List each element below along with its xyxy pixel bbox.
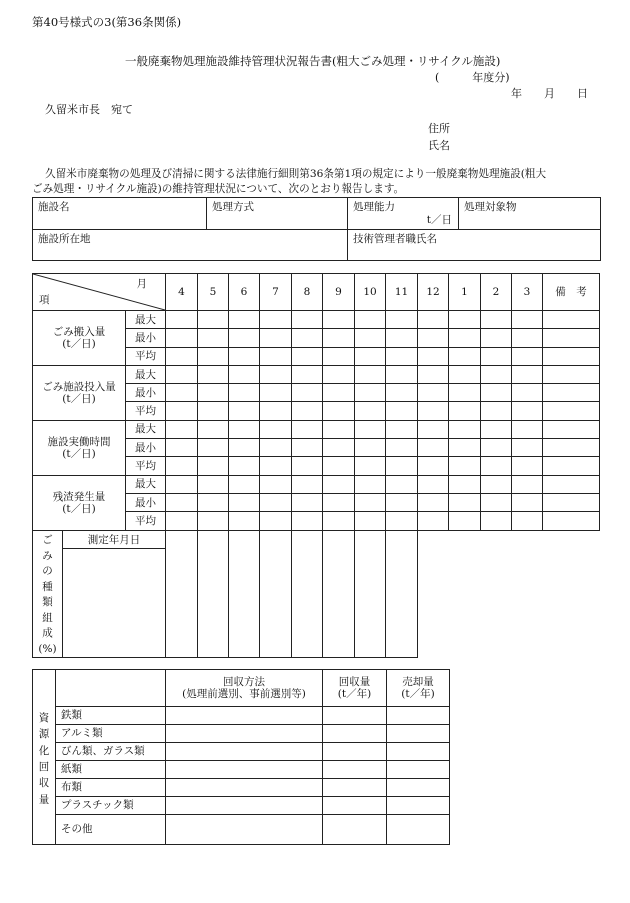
data-cell bbox=[292, 493, 323, 511]
data-cell bbox=[386, 329, 418, 347]
process-method-cell bbox=[207, 198, 348, 230]
recovery-item: プラスチック類 bbox=[56, 797, 166, 815]
data-cell bbox=[292, 439, 323, 457]
data-cell bbox=[449, 347, 481, 365]
data-cell bbox=[166, 420, 198, 438]
data-cell bbox=[198, 329, 229, 347]
data-cell bbox=[292, 347, 323, 365]
data-cell bbox=[543, 347, 600, 365]
data-cell bbox=[512, 365, 543, 383]
data-cell bbox=[198, 475, 229, 493]
data-cell bbox=[260, 384, 292, 402]
data-cell bbox=[166, 311, 198, 329]
data-cell bbox=[355, 347, 386, 365]
data-cell bbox=[323, 329, 355, 347]
data-cell bbox=[260, 457, 292, 475]
data-cell bbox=[418, 457, 449, 475]
data-cell bbox=[355, 311, 386, 329]
form-number: 第40号様式の3(第36条関係) bbox=[32, 15, 182, 29]
month-header: 6 bbox=[229, 274, 260, 311]
data-cell bbox=[512, 439, 543, 457]
data-cell bbox=[292, 512, 323, 530]
data-cell bbox=[355, 512, 386, 530]
month-header: 5 bbox=[198, 274, 229, 311]
data-cell bbox=[386, 475, 418, 493]
data-cell bbox=[543, 512, 600, 530]
row-label-text: 残渣発生量 bbox=[52, 490, 106, 503]
row-label bbox=[33, 475, 126, 530]
data-cell bbox=[543, 420, 600, 438]
data-cell bbox=[260, 365, 292, 383]
method-header-line1: 回収方法 bbox=[223, 675, 265, 688]
data-cell bbox=[198, 347, 229, 365]
method-header bbox=[166, 670, 323, 707]
data-cell bbox=[260, 347, 292, 365]
composition-char: 組 bbox=[42, 611, 53, 624]
recovered-header-line2: (t／年) bbox=[337, 688, 372, 700]
data-cell bbox=[449, 512, 481, 530]
data-cell bbox=[198, 439, 229, 457]
facility-name-label: 施設名 bbox=[38, 201, 70, 213]
stat-label: 最小 bbox=[126, 329, 166, 347]
recovery-char: 化 bbox=[38, 744, 50, 757]
recovery-table bbox=[32, 669, 450, 845]
data-cell bbox=[543, 493, 600, 511]
data-cell bbox=[512, 457, 543, 475]
data-cell bbox=[292, 384, 323, 402]
location-label: 施設所在地 bbox=[38, 233, 91, 245]
recovered-header bbox=[323, 670, 387, 707]
data-cell bbox=[292, 311, 323, 329]
sold-header bbox=[387, 670, 450, 707]
capacity-label: 処理能力 bbox=[353, 201, 395, 213]
row-label-unit: (t／日) bbox=[62, 447, 96, 460]
data-cell bbox=[323, 347, 355, 365]
recovery-char: 収 bbox=[38, 777, 50, 790]
recovered-header-line1: 回収量 bbox=[338, 675, 371, 688]
data-cell bbox=[229, 457, 260, 475]
data-cell bbox=[449, 439, 481, 457]
data-cell bbox=[323, 439, 355, 457]
composition-label bbox=[33, 531, 63, 658]
data-cell bbox=[355, 457, 386, 475]
data-cell bbox=[166, 493, 198, 511]
data-cell bbox=[543, 311, 600, 329]
month-header: 11 bbox=[386, 274, 418, 311]
data-cell bbox=[418, 493, 449, 511]
data-cell bbox=[260, 439, 292, 457]
data-cell bbox=[260, 311, 292, 329]
data-cell bbox=[543, 365, 600, 383]
composition-char: ご bbox=[42, 534, 53, 546]
data-cell bbox=[481, 493, 512, 511]
composition-char: 種 bbox=[42, 580, 53, 593]
data-cell bbox=[166, 347, 198, 365]
data-cell bbox=[449, 475, 481, 493]
month-header: 1 bbox=[449, 274, 481, 311]
data-cell bbox=[229, 311, 260, 329]
data-cell bbox=[229, 493, 260, 511]
stat-label: 平均 bbox=[126, 402, 166, 420]
fiscal-year: ( 年度分) bbox=[435, 71, 510, 84]
data-cell bbox=[355, 475, 386, 493]
stat-label: 平均 bbox=[126, 512, 166, 530]
stat-label: 最小 bbox=[126, 439, 166, 457]
data-cell bbox=[166, 457, 198, 475]
data-cell bbox=[512, 329, 543, 347]
composition-table bbox=[32, 530, 418, 658]
data-cell bbox=[386, 493, 418, 511]
sold-header-line1: 売却量 bbox=[402, 675, 434, 688]
composition-char: み bbox=[42, 549, 53, 562]
data-cell bbox=[449, 493, 481, 511]
month-header: 12 bbox=[418, 274, 449, 311]
corner-item: 項 bbox=[39, 293, 50, 306]
data-cell bbox=[229, 347, 260, 365]
facility-name-cell bbox=[33, 198, 207, 230]
data-cell bbox=[418, 439, 449, 457]
stat-label: 最小 bbox=[126, 384, 166, 402]
stat-label: 平均 bbox=[126, 457, 166, 475]
recovery-char: 回 bbox=[38, 761, 50, 773]
data-cell bbox=[323, 457, 355, 475]
data-cell bbox=[481, 402, 512, 420]
recovery-item: その他 bbox=[56, 815, 166, 845]
row-label-unit: (t／日) bbox=[62, 337, 96, 350]
data-cell bbox=[323, 512, 355, 530]
addressee: 久留米市長 宛て bbox=[45, 103, 133, 116]
method-header-line2: (処理前選別、事前選別等) bbox=[182, 688, 306, 700]
sold-header-line2: (t／年) bbox=[401, 688, 435, 700]
data-cell bbox=[355, 402, 386, 420]
corner-header bbox=[33, 274, 166, 311]
stat-label: 最大 bbox=[126, 420, 166, 438]
data-cell bbox=[481, 329, 512, 347]
data-cell bbox=[449, 420, 481, 438]
data-cell bbox=[355, 439, 386, 457]
stat-label: 最小 bbox=[126, 493, 166, 511]
composition-char: 類 bbox=[42, 596, 53, 609]
row-label-unit: (t／日) bbox=[62, 392, 96, 405]
measure-date-header: 測定年月日 bbox=[63, 531, 166, 549]
row-label bbox=[33, 420, 126, 475]
row-label-text: ごみ施設投入量 bbox=[42, 380, 116, 393]
data-cell bbox=[386, 311, 418, 329]
body-text-line1: 久留米市廃棄物の処理及び清掃に関する法律施行細則第36条第1項の規定により一般廃棄物処理施設(粗大 bbox=[45, 168, 547, 180]
data-cell bbox=[386, 420, 418, 438]
manager-cell bbox=[348, 230, 601, 261]
data-cell bbox=[198, 402, 229, 420]
data-cell bbox=[355, 493, 386, 511]
data-cell bbox=[260, 329, 292, 347]
month-header: 3 bbox=[512, 274, 543, 311]
location-cell bbox=[33, 230, 348, 261]
data-cell bbox=[481, 420, 512, 438]
data-cell bbox=[292, 420, 323, 438]
stat-label: 最大 bbox=[126, 365, 166, 383]
row-label-text: ごみ搬入量 bbox=[52, 325, 106, 338]
data-cell bbox=[229, 512, 260, 530]
data-cell bbox=[323, 311, 355, 329]
data-cell bbox=[386, 402, 418, 420]
data-cell bbox=[512, 402, 543, 420]
name-label: 氏名 bbox=[428, 139, 450, 152]
data-cell bbox=[292, 402, 323, 420]
data-cell bbox=[323, 420, 355, 438]
target-cell bbox=[459, 198, 601, 230]
measure-date-cell bbox=[63, 549, 166, 658]
data-cell bbox=[418, 402, 449, 420]
data-cell bbox=[355, 365, 386, 383]
data-cell bbox=[481, 347, 512, 365]
data-cell bbox=[198, 512, 229, 530]
data-cell bbox=[418, 329, 449, 347]
month-header: 2 bbox=[481, 274, 512, 311]
data-cell bbox=[418, 512, 449, 530]
data-cell bbox=[229, 439, 260, 457]
data-cell bbox=[323, 493, 355, 511]
data-cell bbox=[512, 420, 543, 438]
process-method-label: 処理方式 bbox=[212, 201, 254, 213]
data-cell bbox=[449, 311, 481, 329]
manager-label: 技術管理者職氏名 bbox=[353, 233, 437, 245]
data-cell bbox=[166, 329, 198, 347]
composition-char: の bbox=[42, 565, 53, 578]
stat-label: 最大 bbox=[126, 311, 166, 329]
data-cell bbox=[166, 439, 198, 457]
capacity-unit: t／日 bbox=[426, 213, 452, 226]
row-label-unit: (t／日) bbox=[62, 502, 96, 515]
recovery-item: 布類 bbox=[56, 779, 166, 797]
data-cell bbox=[198, 457, 229, 475]
row-label-text: 施設実働時間 bbox=[47, 435, 111, 448]
data-cell bbox=[543, 329, 600, 347]
data-cell bbox=[323, 365, 355, 383]
data-cell bbox=[355, 329, 386, 347]
recovery-item: アルミ類 bbox=[56, 725, 166, 743]
data-cell bbox=[481, 439, 512, 457]
data-cell bbox=[481, 384, 512, 402]
data-cell bbox=[355, 384, 386, 402]
data-cell bbox=[386, 439, 418, 457]
data-cell bbox=[418, 420, 449, 438]
data-cell bbox=[543, 475, 600, 493]
data-cell bbox=[418, 311, 449, 329]
data-cell bbox=[543, 402, 600, 420]
row-label bbox=[33, 311, 126, 366]
data-cell bbox=[260, 420, 292, 438]
address-label: 住所 bbox=[428, 122, 450, 135]
data-cell bbox=[292, 475, 323, 493]
month-header: 10 bbox=[355, 274, 386, 311]
data-cell bbox=[229, 329, 260, 347]
data-cell bbox=[543, 384, 600, 402]
data-cell bbox=[260, 512, 292, 530]
data-cell bbox=[418, 384, 449, 402]
data-cell bbox=[481, 512, 512, 530]
recovery-item: 鉄類 bbox=[56, 707, 166, 725]
data-cell bbox=[418, 475, 449, 493]
data-cell bbox=[292, 365, 323, 383]
target-label: 処理対象物 bbox=[464, 201, 517, 213]
data-cell bbox=[166, 384, 198, 402]
data-cell bbox=[166, 365, 198, 383]
data-cell bbox=[386, 512, 418, 530]
data-cell bbox=[166, 402, 198, 420]
composition-char: 成 bbox=[42, 627, 53, 640]
data-cell bbox=[323, 384, 355, 402]
data-cell bbox=[512, 493, 543, 511]
data-cell bbox=[386, 457, 418, 475]
data-cell bbox=[229, 402, 260, 420]
data-cell bbox=[386, 347, 418, 365]
data-cell bbox=[418, 347, 449, 365]
month-header: 9 bbox=[323, 274, 355, 311]
month-header: 4 bbox=[166, 274, 198, 311]
corner-month: 月 bbox=[136, 278, 147, 290]
data-cell bbox=[481, 457, 512, 475]
data-cell bbox=[449, 402, 481, 420]
data-cell bbox=[543, 439, 600, 457]
data-cell bbox=[198, 365, 229, 383]
body-text-line2: ごみ処理・リサイクル施設)の維持管理状況について、次のとおり報告します。 bbox=[32, 183, 405, 195]
monthly-table bbox=[32, 273, 600, 531]
data-cell bbox=[449, 384, 481, 402]
data-cell bbox=[512, 384, 543, 402]
data-cell bbox=[323, 475, 355, 493]
data-cell bbox=[355, 420, 386, 438]
recovery-item: 紙類 bbox=[56, 761, 166, 779]
data-cell bbox=[292, 329, 323, 347]
data-cell bbox=[229, 384, 260, 402]
data-cell bbox=[198, 311, 229, 329]
data-cell bbox=[166, 512, 198, 530]
data-cell bbox=[198, 420, 229, 438]
date-line: 年 月 日 bbox=[511, 87, 588, 100]
data-cell bbox=[229, 420, 260, 438]
data-cell bbox=[481, 311, 512, 329]
data-cell bbox=[418, 365, 449, 383]
data-cell bbox=[323, 402, 355, 420]
composition-char: (%) bbox=[38, 642, 57, 655]
data-cell bbox=[198, 493, 229, 511]
data-cell bbox=[512, 475, 543, 493]
data-cell bbox=[449, 457, 481, 475]
data-cell bbox=[166, 475, 198, 493]
row-label bbox=[33, 365, 126, 420]
data-cell bbox=[512, 347, 543, 365]
data-cell bbox=[386, 365, 418, 383]
data-cell bbox=[481, 365, 512, 383]
data-cell bbox=[260, 493, 292, 511]
month-header: 8 bbox=[292, 274, 323, 311]
capacity-cell bbox=[348, 198, 459, 230]
data-cell bbox=[512, 311, 543, 329]
data-cell bbox=[260, 475, 292, 493]
facility-table bbox=[32, 197, 601, 261]
recovery-char: 量 bbox=[38, 793, 50, 806]
data-cell bbox=[449, 329, 481, 347]
data-cell bbox=[292, 457, 323, 475]
data-cell bbox=[512, 512, 543, 530]
recovery-char: 資 bbox=[38, 712, 50, 725]
data-cell bbox=[449, 365, 481, 383]
document-title: 一般廃棄物処理施設維持管理状況報告書(粗大ごみ処理・リサイクル施設) bbox=[125, 54, 501, 68]
data-cell bbox=[481, 475, 512, 493]
stat-label: 平均 bbox=[126, 347, 166, 365]
data-cell bbox=[543, 457, 600, 475]
recovery-item: びん類、ガラス類 bbox=[56, 743, 166, 761]
remarks-header: 備 考 bbox=[543, 274, 600, 311]
data-cell bbox=[386, 384, 418, 402]
data-cell bbox=[260, 402, 292, 420]
month-header: 7 bbox=[260, 274, 292, 311]
recovery-side-label bbox=[33, 670, 56, 845]
data-cell bbox=[198, 384, 229, 402]
data-cell bbox=[229, 475, 260, 493]
recovery-char: 源 bbox=[38, 728, 50, 741]
data-cell bbox=[229, 365, 260, 383]
stat-label: 最大 bbox=[126, 475, 166, 493]
